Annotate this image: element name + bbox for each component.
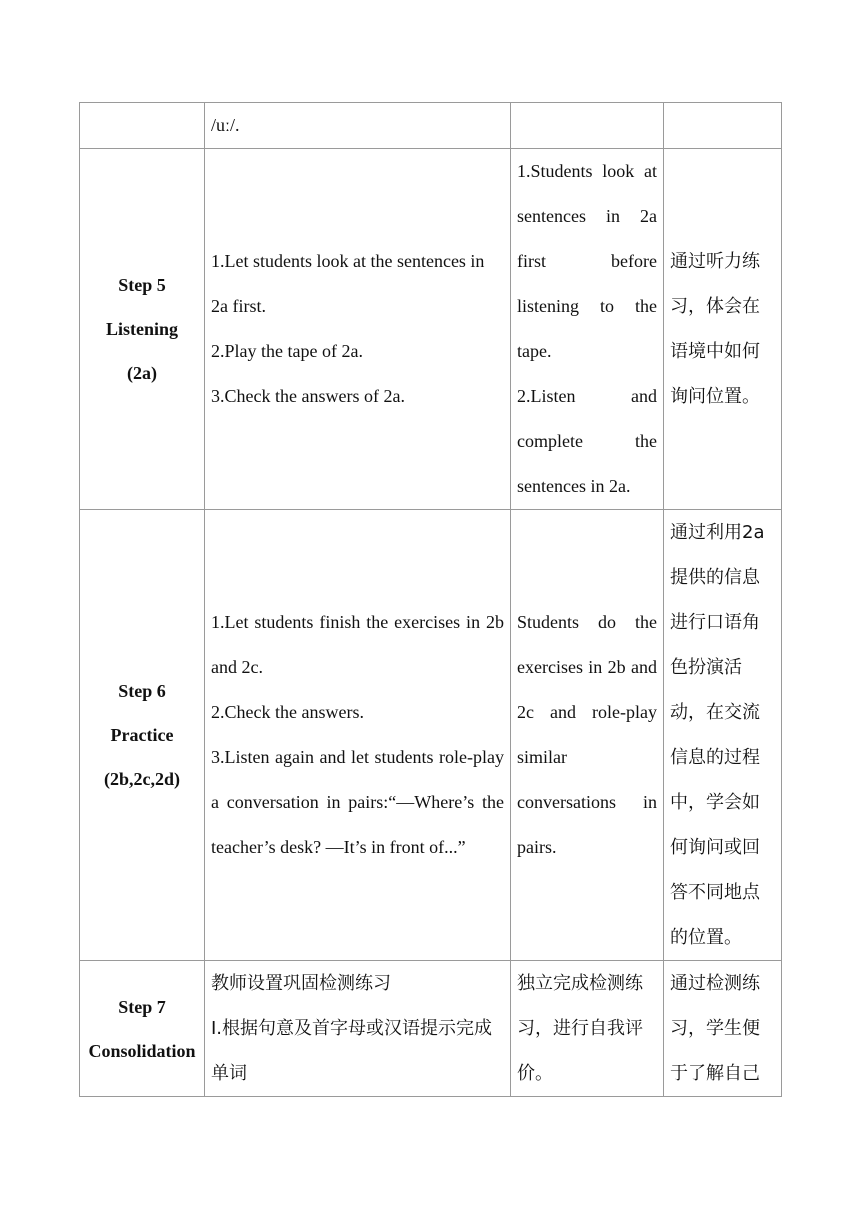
step-cell [80, 510, 205, 961]
student-activity-cell [511, 510, 664, 961]
design-purpose-cell [664, 510, 782, 961]
student-activity-text: Students do the exercises in 2b and 2c and role-play similar conversations in pairs. [517, 612, 657, 857]
design-purpose-cell [664, 149, 782, 510]
student-activity-text: 2.Listen and complete the sentences in 2a. [517, 386, 657, 496]
step-name: Listening [105, 319, 179, 339]
step-name: Practice [110, 725, 174, 745]
teacher-activity-text: 3.Check the answers of 2a. [211, 386, 405, 406]
teacher-activity-text: 1.Let students finish the exercises in 2b and 2c. [211, 612, 504, 677]
student-activity-text: 独立完成检测练习，进行自我评价。 [517, 973, 643, 1084]
table-row [80, 961, 782, 1097]
table-row [80, 103, 782, 149]
step-cell [80, 103, 205, 149]
step-cell [80, 961, 205, 1097]
lesson-plan-table [79, 102, 782, 1097]
step-section: (2a) [127, 363, 157, 383]
teacher-activity-cell [205, 510, 511, 961]
teacher-activity-cell [205, 149, 511, 510]
step-name: Consolidation [88, 1040, 196, 1061]
teacher-activity-cell [205, 103, 511, 149]
design-purpose-cell [664, 103, 782, 149]
table-row [80, 510, 782, 961]
step-number: Step 6 [118, 681, 166, 701]
step-number: Step 5 [118, 275, 166, 295]
step-section: (2b,2c,2d) [104, 769, 180, 789]
step-number: Step 7 [118, 996, 166, 1017]
teacher-activity-text: /uː/. [211, 115, 240, 135]
student-activity-cell [511, 103, 664, 149]
student-activity-cell [511, 149, 664, 510]
student-activity-cell [511, 961, 664, 1097]
teacher-activity-cell [205, 961, 511, 1097]
student-activity-text: 1.Students look at sentences in 2a first before listening to the tape. [517, 161, 657, 361]
teacher-activity-text: 1.Let students look at the sentences in 2a first. [211, 251, 485, 316]
design-purpose-text: 通过听力练习，体会在语境中如何询问位置。 [670, 251, 760, 407]
step-cell [80, 149, 205, 510]
teacher-activity-text: 3.Listen again and let students role-play a conversation in pairs:“—Where’s the teacher’s desk? —It’s in front of...” [211, 747, 504, 857]
table-row [80, 149, 782, 510]
teacher-activity-text: 教师设置巩固检测练习 [211, 973, 391, 994]
teacher-activity-text: 2.Play the tape of 2a. [211, 341, 363, 361]
teacher-activity-text: 2.Check the answers. [211, 702, 364, 722]
design-purpose-text: 通过利用2a提供的信息进行口语角色扮演活动，在交流信息的过程中，学会如何询问或回答不同地点的位置。 [670, 522, 765, 948]
teacher-activity-text: Ⅰ.根据句意及首字母或汉语提示完成单词 [211, 1018, 493, 1084]
design-purpose-cell [664, 961, 782, 1097]
design-purpose-text: 通过检测练习，学生便于了解自己 [670, 973, 760, 1084]
